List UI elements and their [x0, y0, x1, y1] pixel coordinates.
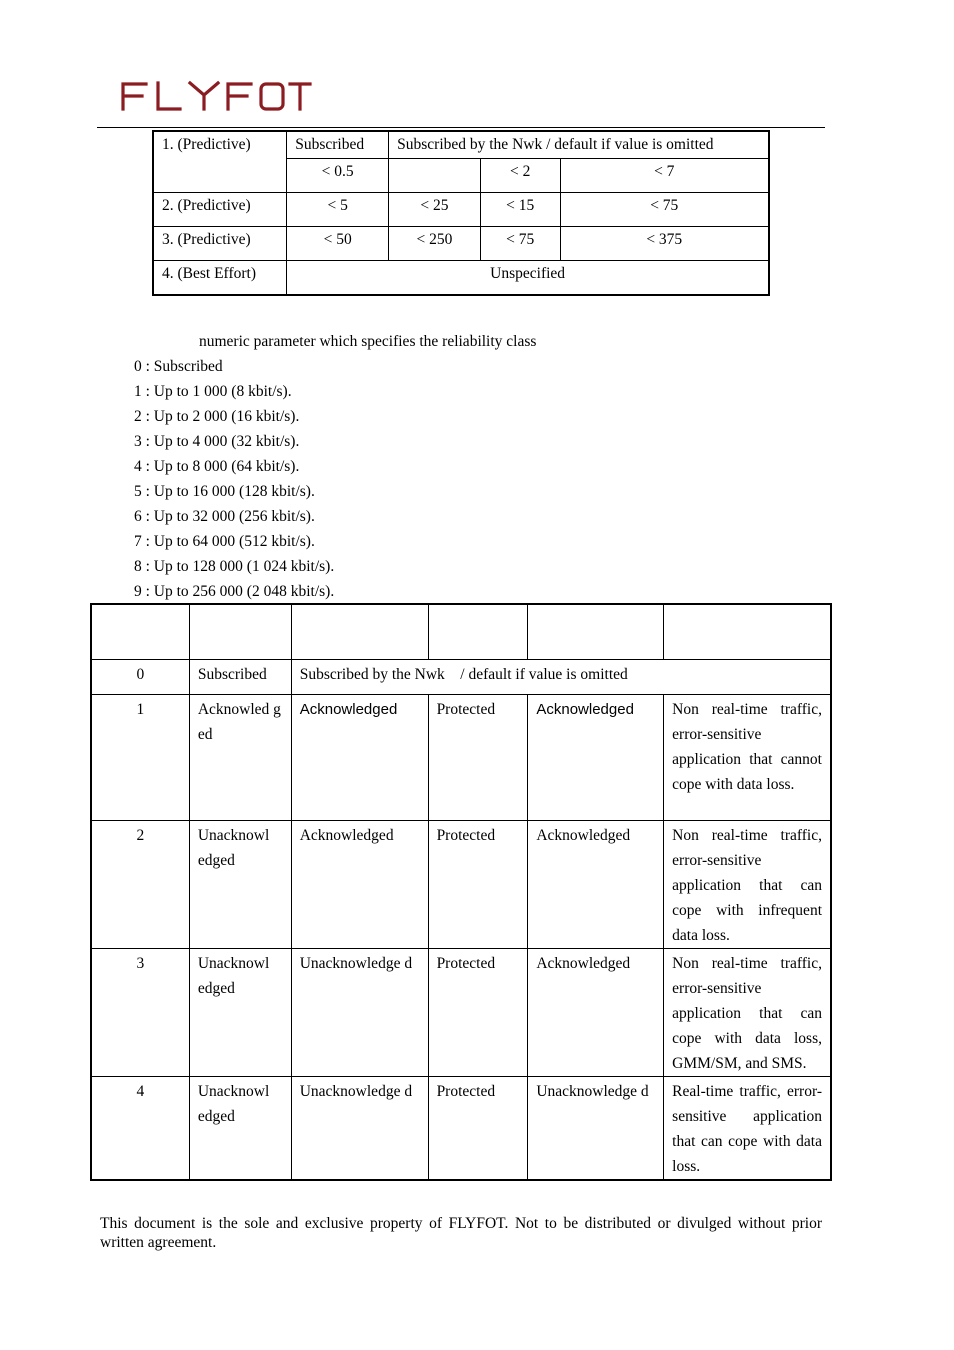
- table-cell: < 250: [389, 227, 481, 261]
- table-cell: 2. (Predictive): [153, 193, 287, 227]
- flyfot-logo: [120, 80, 312, 112]
- table-cell: < 5: [287, 193, 389, 227]
- table-header-row: [91, 604, 831, 659]
- table-cell: [91, 604, 189, 659]
- table-cell: Protected: [428, 948, 528, 1076]
- table-cell: Acknowledged: [291, 820, 428, 948]
- table-cell: < 50: [287, 227, 389, 261]
- table-cell: Unacknowledge d: [528, 1076, 664, 1180]
- footer-disclaimer: This document is the sole and exclusive property of FLYFOT. Not to be distributed or divulged without prior written agreement.: [100, 1215, 822, 1251]
- table-cell: [428, 604, 528, 659]
- table-cell: Subscribed by the Nwk / default if value is omitted: [291, 659, 831, 694]
- table-cell: Subscribed by the Nwk / default if value is omitted: [389, 131, 769, 159]
- table-cell: < 15: [480, 193, 560, 227]
- table-cell: Subscribed: [189, 659, 291, 694]
- table-cell: < 2: [480, 159, 560, 193]
- table-cell: Protected: [428, 694, 528, 820]
- table-cell: 1: [91, 694, 189, 820]
- table-cell: 0: [91, 659, 189, 694]
- table-cell: < 0.5: [287, 159, 389, 193]
- table-row: [91, 820, 831, 948]
- list-item: 3 : Up to 4 000 (32 kbit/s).: [134, 433, 300, 450]
- table-cell: < 25: [389, 193, 481, 227]
- table-cell: 1. (Predictive): [153, 131, 287, 193]
- table-cell: Unacknowledge d: [291, 1076, 428, 1180]
- table-cell: Unacknowl edged: [189, 820, 291, 948]
- table-cell: Non real-time traffic, error-sensitive application that cannot cope with data loss.: [664, 694, 831, 820]
- delay-class-table: [152, 130, 770, 296]
- table-cell: < 75: [560, 193, 769, 227]
- table-row: [91, 659, 831, 694]
- table-row: [91, 1076, 831, 1180]
- table-cell: 2: [91, 820, 189, 948]
- table-cell: Acknowledged: [528, 694, 664, 820]
- table-cell: 3. (Predictive): [153, 227, 287, 261]
- table-cell: Non real-time traffic, error-sensitive application that can cope with data loss, GMM/SM, and SMS.: [664, 948, 831, 1076]
- table-cell: < 75: [480, 227, 560, 261]
- table-cell: Unacknowl edged: [189, 1076, 291, 1180]
- list-item: 6 : Up to 32 000 (256 kbit/s).: [134, 508, 315, 525]
- table-cell: Real-time traffic, error-sensitive application that can cope with data loss.: [664, 1076, 831, 1180]
- table-cell: Protected: [428, 820, 528, 948]
- table-cell: [291, 604, 428, 659]
- peak-throughput-list: [134, 354, 334, 604]
- list-item: 2 : Up to 2 000 (16 kbit/s).: [134, 408, 300, 425]
- table-row: [153, 193, 769, 227]
- header-rule: [97, 127, 825, 128]
- table-cell: Unacknowl edged: [189, 948, 291, 1076]
- list-item: 8 : Up to 128 000 (1 024 kbit/s).: [134, 558, 335, 575]
- table-cell: Subscribed: [287, 131, 389, 159]
- table-row: [153, 227, 769, 261]
- table-cell: Protected: [428, 1076, 528, 1180]
- table-cell: [389, 159, 481, 193]
- table-cell: [664, 604, 831, 659]
- table-cell: Unspecified: [287, 261, 769, 296]
- table-cell: < 7: [560, 159, 769, 193]
- table-cell: [189, 604, 291, 659]
- table-cell: Acknowledged: [291, 694, 428, 820]
- table-cell: 4: [91, 1076, 189, 1180]
- table-cell: [528, 604, 664, 659]
- list-item: 1 : Up to 1 000 (8 kbit/s).: [134, 383, 292, 400]
- table-cell: 3: [91, 948, 189, 1076]
- list-item: 4 : Up to 8 000 (64 kbit/s).: [134, 458, 300, 475]
- table-row: [153, 261, 769, 296]
- table-cell: Acknowledged: [528, 948, 664, 1076]
- table-row: [91, 694, 831, 820]
- list-item: 9 : Up to 256 000 (2 048 kbit/s).: [134, 583, 335, 600]
- table-row: [91, 948, 831, 1076]
- list-item: 7 : Up to 64 000 (512 kbit/s).: [134, 533, 315, 550]
- table-row: [153, 131, 769, 159]
- reliability-intro: numeric parameter which specifies the reliability class: [199, 333, 537, 350]
- table-cell: Acknowled ged: [189, 694, 291, 820]
- table-cell: Unacknowledge d: [291, 948, 428, 1076]
- table-cell: 4. (Best Effort): [153, 261, 287, 296]
- table-cell: Non real-time traffic, error-sensitive application that can cope with infrequent data loss.: [664, 820, 831, 948]
- list-item: 0 : Subscribed: [134, 358, 223, 375]
- list-item: 5 : Up to 16 000 (128 kbit/s).: [134, 483, 315, 500]
- table-cell: Acknowledged: [528, 820, 664, 948]
- table-cell: < 375: [560, 227, 769, 261]
- reliability-class-table: [90, 603, 832, 1181]
